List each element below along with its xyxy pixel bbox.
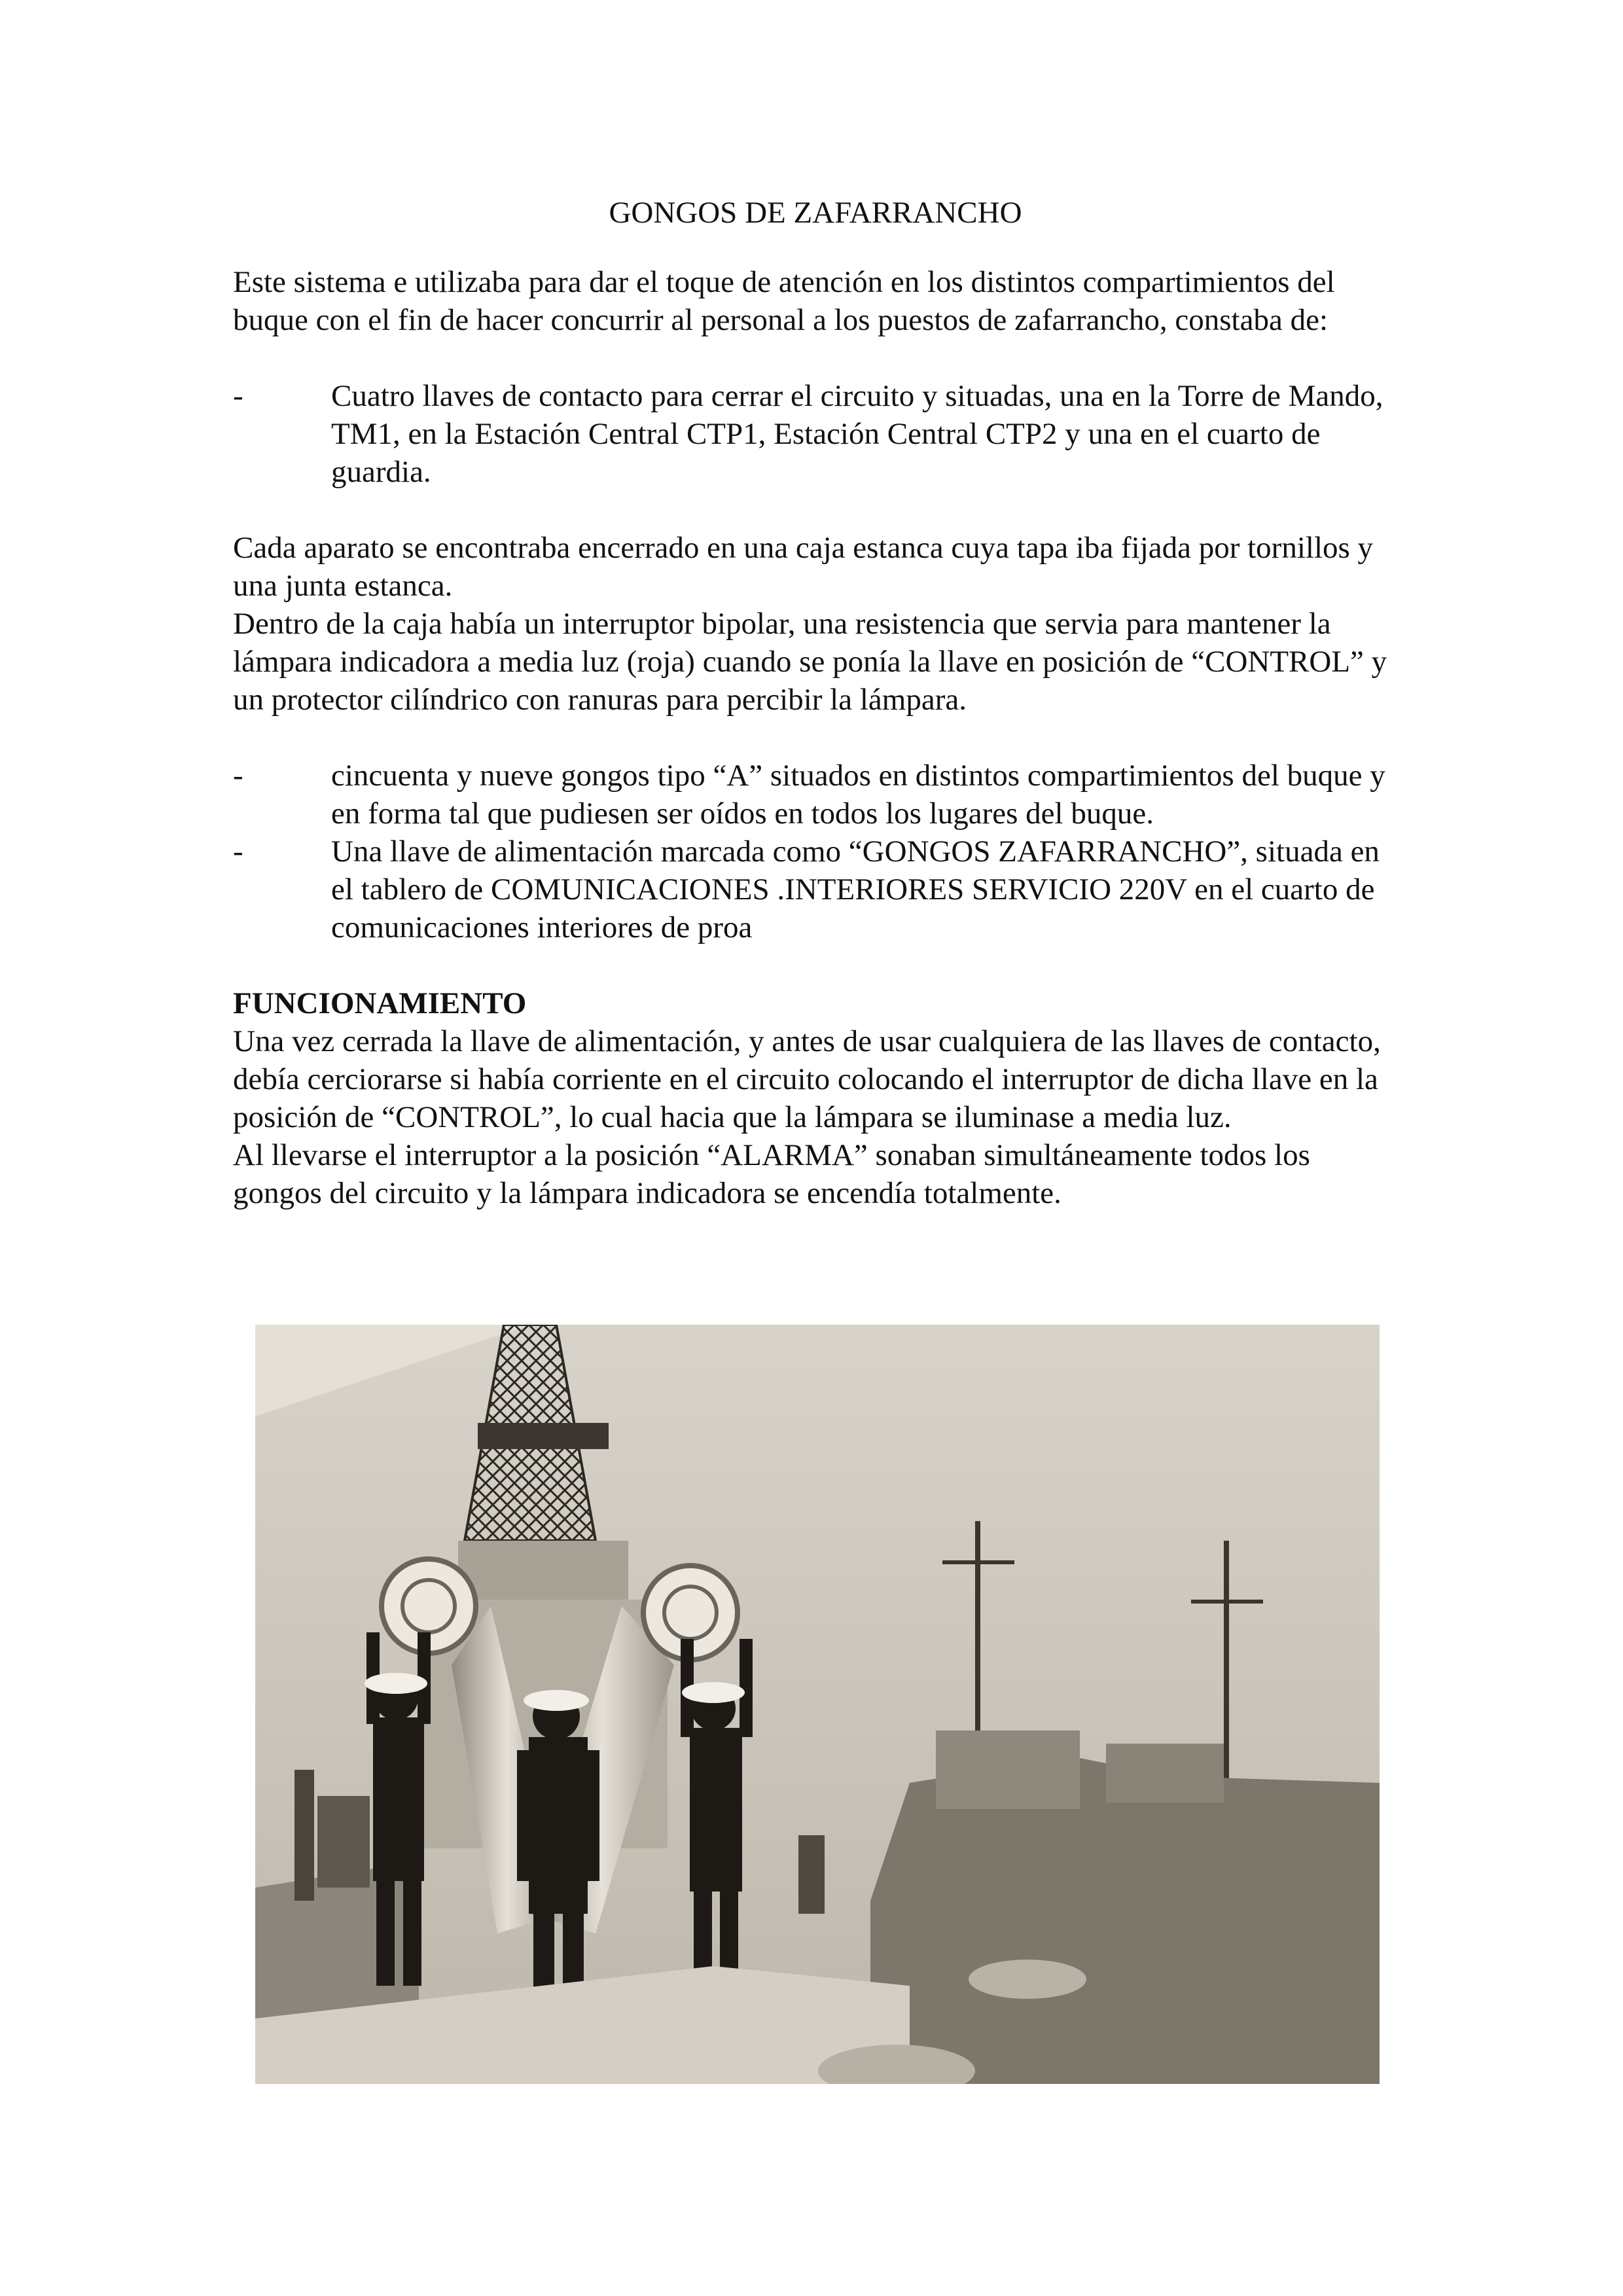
components-list — [233, 757, 1398, 946]
operation-paragraph: Una vez cerrada la llave de alimentación, y antes de usar cualquiera de las llaves de contacto, debía cerciorarse si había corriente en el circuito colocando el interruptor de dicha llave en la posición de “CONTROL”, lo cual hacia que la lámpara se iluminase a media luz. — [233, 1024, 1381, 1134]
inside-box-paragraph: Dentro de la caja había un interruptor bipolar, una resistencia que servia para mantener la lámpara indicadora a media luz (roja) cuando se ponía la llave en posición de “CONTROL” y un protector cilíndrico con ranuras para percibir la lámpara. — [233, 607, 1387, 717]
ship-photograph — [255, 1325, 1380, 2084]
list-item — [233, 757, 1398, 833]
document-title: GONGOS DE ZAFARRANCHO — [609, 196, 1022, 230]
list-item-text: cincuenta y nueve gongos tipo “A” situados en distintos compartimientos del buque y en forma tal que pudiesen ser oídos en todos los lugares del buque. — [331, 759, 1385, 831]
intro-paragraph: Este sistema e utilizaba para dar el toque de atención en los distintos compartimientos del buque con el fin de hacer concurrir al personal a los puestos de zafarrancho, constaba de: — [233, 265, 1335, 337]
list-item-text: Una llave de alimentación marcada como “GONGOS ZAFARRANCHO”, situada en el tablero de COMUNICACIONES .INTERIORES SERVICIO 220V en el cuarto de comunicaciones interiores de proa — [331, 834, 1380, 944]
section-heading-funcionamiento: FUNCIONAMIENTO — [233, 986, 527, 1020]
contact-keys-list — [233, 377, 1398, 491]
list-dash: - — [233, 759, 243, 793]
list-item-text: Cuatro llaves de contacto para cerrar el circuito y situadas, una en la Torre de Mando, TM1, en la Estación Central CTP1, Estación Central CTP2 y una en el cuarto de guardia. — [331, 379, 1383, 489]
list-dash: - — [233, 834, 243, 869]
box-paragraph: Cada aparato se encontraba encerrado en una caja estanca cuya tapa iba fijada por tornillos y una junta estanca. — [233, 531, 1374, 603]
list-item — [233, 377, 1398, 491]
list-item — [233, 833, 1398, 946]
alarm-paragraph: Al llevarse el interruptor a la posición “ALARMA” sonaban simultáneamente todos los gongos del circuito y la lámpara indicadora se encendía totalmente. — [233, 1138, 1310, 1210]
document-page — [233, 194, 1398, 1212]
list-dash: - — [233, 379, 243, 413]
